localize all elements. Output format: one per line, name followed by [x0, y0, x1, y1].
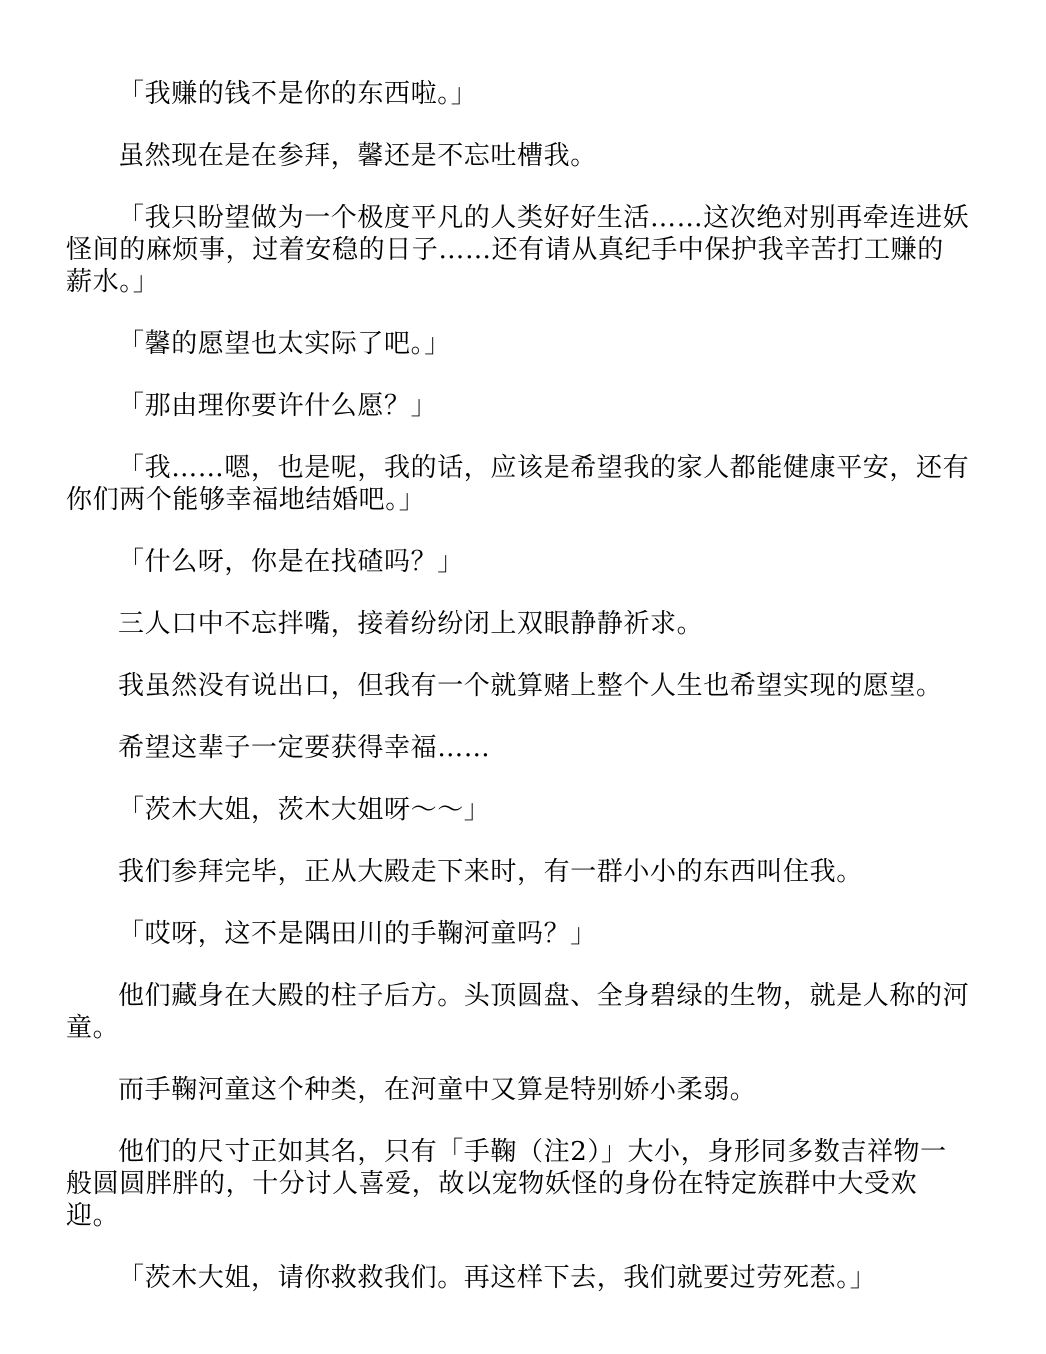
paragraph: 我虽然没有说出口，但我有一个就算赌上整个人生也希望实现的愿望。: [118, 671, 943, 701]
paragraph: 我们参拜完毕，正从大殿走下来时，有一群小小的东西叫住我。: [118, 857, 863, 887]
paragraph: 「茨木大姐，茨木大姐呀～～」: [118, 795, 491, 825]
paragraph: 「茨木大姐，请你救救我们。再这样下去，我们就要过劳死惹。」: [118, 1263, 877, 1293]
paragraph: 「我赚的钱不是你的东西啦。」: [118, 79, 478, 109]
paragraph: 他们的尺寸正如其名，只有「手鞠（注2）」大小，身形同多数吉祥物一般圆圆胖胖的，十分讨人喜爱，故以宠物妖怪的身份在特定族群中大受欢迎。: [66, 1137, 947, 1231]
paragraph: 「哎呀，这不是隅田川的手鞠河童吗？」: [118, 919, 597, 949]
paragraph: 希望这辈子一定要获得幸福……: [118, 733, 491, 763]
paragraph: 他们藏身在大殿的柱子后方。头顶圆盘、全身碧绿的生物，就是人称的河童。: [66, 981, 970, 1043]
paragraph: 「馨的愿望也太实际了吧。」: [118, 329, 451, 359]
paragraph: 三人口中不忘拌嘴，接着纷纷闭上双眼静静祈求。: [118, 609, 704, 639]
paragraph: 「我……嗯，也是呢，我的话，应该是希望我的家人都能健康平安，还有你们两个能够幸福地结婚吧。」: [66, 453, 970, 515]
paragraph: 「我只盼望做为一个极度平凡的人类好好生活……这次绝对别再牵连进妖怪间的麻烦事，过着安稳的日子……还有请从真纪手中保护我辛苦打工赚的薪水。」: [66, 203, 970, 297]
paragraph: 而手鞠河童这个种类，在河童中又算是特别娇小柔弱。: [118, 1075, 757, 1105]
paragraph: 虽然现在是在参拜，馨还是不忘吐槽我。: [118, 141, 597, 171]
paragraph: 「什么呀，你是在找碴吗？」: [118, 547, 464, 577]
paragraph: 「那由理你要许什么愿？」: [118, 391, 438, 421]
